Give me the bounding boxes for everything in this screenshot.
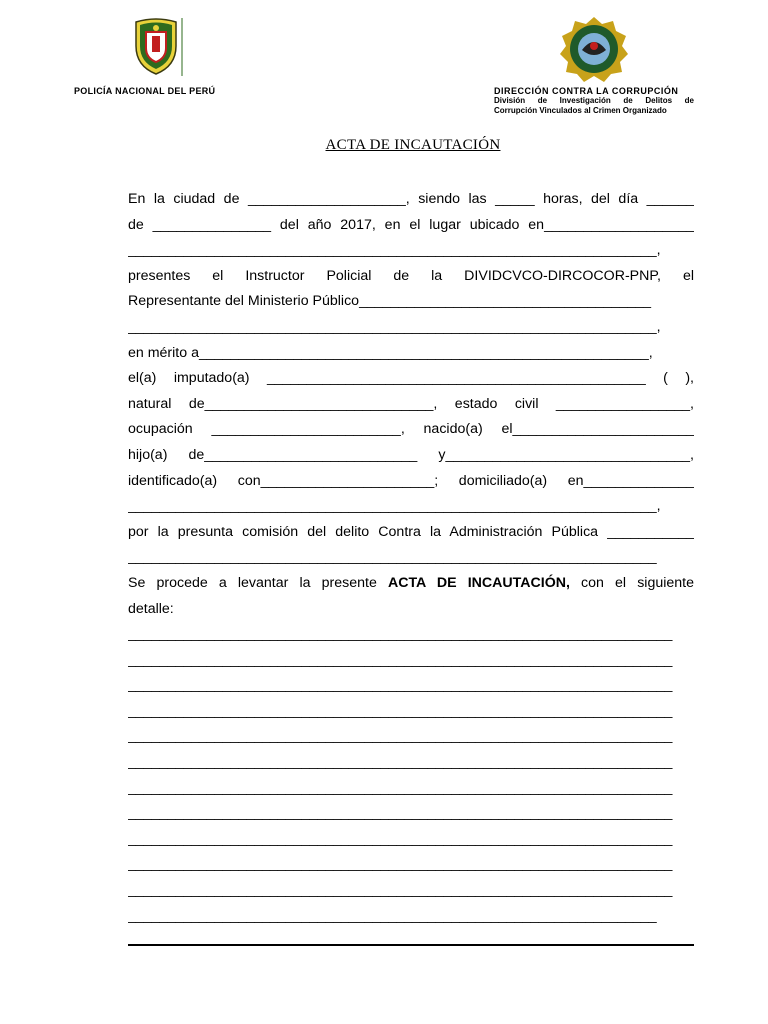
form-line-prosecutor-cont: ___________________________________________________________________,	[128, 318, 661, 335]
seizure-pre: Se procede a levantar la presente	[128, 574, 388, 591]
form-line-city: En la ciudad de ____________________, siendo las _____ horas, del día ______	[128, 191, 694, 207]
form-line-address: ___________________________________________________________________,	[128, 498, 661, 515]
seizure-post: con el siguiente	[569, 574, 694, 591]
form-line-present: presentes el Instructor Policial de la DIVIDCVCO-DIRCOCOR-PNP, el	[128, 267, 694, 284]
form-line-prosecutor: Representante del Ministerio Público_____________________________________	[128, 293, 652, 310]
detail-line-last: ___________________________________________________________________	[128, 907, 657, 924]
detail-line: _____________________________________________________________________	[128, 856, 673, 873]
division-line-2: Corrupción Vinculados al Crimen Organizado	[494, 106, 667, 115]
form-line-merit: en mérito a_________________________________________________________,	[128, 344, 653, 361]
detail-line: _____________________________________________________________________	[128, 702, 673, 719]
form-line-accused: el(a) imputado(a) ________________________________________________ ( ),	[128, 370, 694, 387]
form-line-occupation: ocupación ________________________, nacido(a) el_______________________	[128, 421, 694, 438]
detail-line: _____________________________________________________________________	[128, 779, 673, 796]
form-line-crime: por la presunta comisión del delito Contra la Administración Pública ___________	[128, 523, 694, 540]
organization-name: POLICÍA NACIONAL DEL PERÚ	[74, 86, 216, 96]
dircocor-seal-icon	[558, 16, 630, 82]
detail-line: _____________________________________________________________________	[128, 677, 673, 694]
document-title: ACTA DE INCAUTACIÓN	[325, 137, 501, 153]
closing-rule	[128, 944, 694, 946]
detail-line: _____________________________________________________________________	[128, 754, 673, 771]
directorate-name: DIRECCIÓN CONTRA LA CORRUPCIÓN	[494, 86, 679, 96]
form-line-origin: natural de_____________________________, estado civil _________________,	[128, 395, 694, 412]
pnp-shield-icon	[126, 16, 186, 78]
detail-line: _____________________________________________________________________	[128, 805, 673, 822]
division-line-1: División de Investigación de Delitos de	[494, 96, 694, 105]
directorate-block	[494, 86, 694, 116]
form-line-parents: hijo(a) de___________________________ y_______________________________,	[128, 446, 694, 463]
form-body	[128, 187, 694, 929]
detail-line: _____________________________________________________________________	[128, 830, 673, 847]
detail-line: _____________________________________________________________________	[128, 882, 673, 899]
detail-line: _____________________________________________________________________	[128, 626, 673, 643]
form-line-location: ___________________________________________________________________,	[128, 242, 661, 259]
form-line-crime-cont: ___________________________________________________________________	[128, 549, 657, 566]
form-line-date: de _______________ del año 2017, en el lugar ubicado en___________________	[128, 216, 694, 233]
seizure-title: ACTA DE INCAUTACIÓN,	[387, 574, 570, 591]
detail-label: detalle:	[128, 600, 174, 617]
form-line-id: identificado(a) con______________________; domiciliado(a) en______________	[128, 472, 694, 489]
seizure-statement	[128, 571, 694, 597]
detail-line: _____________________________________________________________________	[128, 651, 673, 668]
detail-line: _____________________________________________________________________	[128, 728, 673, 745]
